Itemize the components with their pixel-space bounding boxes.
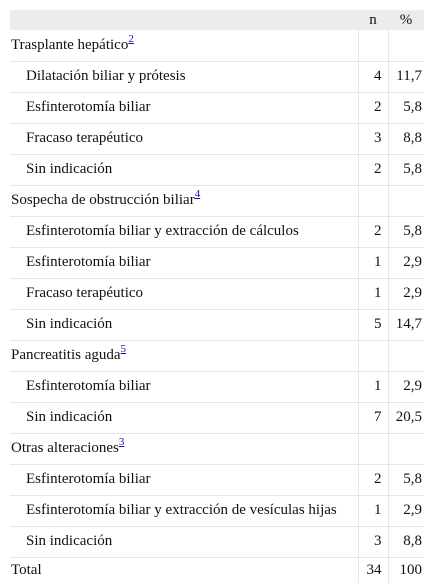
footnote-ref (119, 434, 125, 448)
header-n: n (369, 11, 377, 28)
row-label: Otras alteraciones (11, 440, 119, 456)
group-row (10, 340, 424, 371)
percent-cell: 5,8 (388, 216, 424, 247)
footnote-link[interactable]: 5 (120, 343, 127, 355)
percent-cell: 2,9 (388, 495, 424, 526)
count-cell: 3 (358, 123, 388, 154)
percent-cell: 5,8 (388, 464, 424, 495)
row-label-cell (10, 92, 358, 123)
row-label-cell (10, 216, 358, 247)
table-row (10, 402, 424, 433)
percent-cell: 5,8 (388, 92, 424, 123)
row-label-cell (10, 309, 358, 340)
footnote-link[interactable]: 3 (118, 436, 125, 448)
row-label-cell (10, 247, 358, 278)
percent-cell: 8,8 (388, 123, 424, 154)
row-label-cell (10, 154, 358, 185)
footnote-link[interactable]: 4 (194, 188, 201, 200)
table-row (10, 371, 424, 402)
count-cell: 5 (358, 309, 388, 340)
percent-cell: 2,9 (388, 247, 424, 278)
row-label: Sospecha de obstrucción biliar (11, 192, 195, 208)
table-row (10, 154, 424, 185)
percent-cell: 5,8 (388, 154, 424, 185)
row-label: Pancreatitis aguda (11, 347, 121, 363)
row-label: Trasplante hepático (11, 36, 129, 53)
row-label-cell (10, 464, 358, 495)
percent-cell (388, 185, 424, 216)
count-cell: 1 (358, 278, 388, 309)
row-label-cell (10, 123, 358, 154)
percent-cell: 2,9 (388, 371, 424, 402)
percent-cell: 20,5 (388, 402, 424, 433)
table-row (10, 123, 424, 154)
count-cell: 1 (358, 495, 388, 526)
percent-cell: 8,8 (388, 526, 424, 557)
count-cell: 34 (358, 557, 388, 583)
count-cell: 1 (358, 371, 388, 402)
row-label: Esfinterotomía biliar (26, 471, 151, 487)
row-label-cell (10, 185, 358, 216)
percent-cell (388, 433, 424, 464)
group-row (10, 185, 424, 216)
header-label (10, 10, 358, 30)
table-row (10, 278, 424, 309)
table-body (10, 30, 424, 583)
table-row (10, 92, 424, 123)
results-table (10, 10, 424, 583)
percent-cell: 14,7 (388, 309, 424, 340)
count-cell: 2 (358, 154, 388, 185)
row-label-cell (10, 526, 358, 557)
group-row (10, 30, 424, 61)
row-label-cell (10, 402, 358, 433)
count-cell: 2 (358, 216, 388, 247)
row-label-cell (10, 557, 358, 583)
row-label-cell (10, 61, 358, 92)
count-cell (358, 433, 388, 464)
row-label: Total (11, 561, 42, 578)
table-row (10, 216, 424, 247)
count-cell (358, 185, 388, 216)
row-label: Fracaso terapéutico (26, 130, 144, 146)
row-label-cell (10, 495, 358, 526)
row-label: Esfinterotomía biliar (26, 99, 151, 115)
table-row (10, 247, 424, 278)
table-row (10, 464, 424, 495)
count-cell: 7 (358, 402, 388, 433)
percent-cell (388, 340, 424, 371)
row-label: Sin indicación (26, 161, 113, 177)
table-row (10, 526, 424, 557)
count-cell: 2 (358, 92, 388, 123)
row-label: Esfinterotomía biliar y extracción de vesículas hijas (26, 502, 337, 518)
header-percent: % (399, 11, 413, 28)
count-cell (358, 30, 388, 61)
table-header-row (10, 10, 424, 30)
count-cell (358, 340, 388, 371)
footnote-ref (121, 341, 127, 355)
row-label: Esfinterotomía biliar (26, 378, 151, 394)
footnote-link[interactable]: 2 (128, 32, 134, 45)
table-row (10, 309, 424, 340)
group-row (10, 433, 424, 464)
row-label: Sin indicación (26, 316, 113, 332)
table-row (10, 61, 424, 92)
row-label: Esfinterotomía biliar (26, 254, 151, 270)
table-row (10, 495, 424, 526)
footnote-ref (128, 31, 134, 45)
count-cell: 2 (358, 464, 388, 495)
percent-cell (388, 30, 424, 61)
row-label: Fracaso terapéutico (26, 285, 144, 301)
row-label-cell (10, 371, 358, 402)
footnote-ref (195, 186, 201, 200)
count-cell: 3 (358, 526, 388, 557)
count-cell: 4 (358, 61, 388, 92)
row-label-cell (10, 340, 358, 371)
row-label-cell (10, 278, 358, 309)
percent-cell: 100 (388, 557, 424, 583)
percent-cell: 11,7 (388, 61, 424, 92)
row-label: Esfinterotomía biliar y extracción de cálculos (26, 223, 299, 239)
row-label: Sin indicación (26, 409, 113, 425)
percent-cell: 2,9 (388, 278, 424, 309)
row-label-cell (10, 30, 358, 61)
row-label: Sin indicación (26, 533, 113, 549)
total-row (10, 557, 424, 583)
row-label: Dilatación biliar y prótesis (26, 68, 186, 84)
count-cell: 1 (358, 247, 388, 278)
row-label-cell (10, 433, 358, 464)
